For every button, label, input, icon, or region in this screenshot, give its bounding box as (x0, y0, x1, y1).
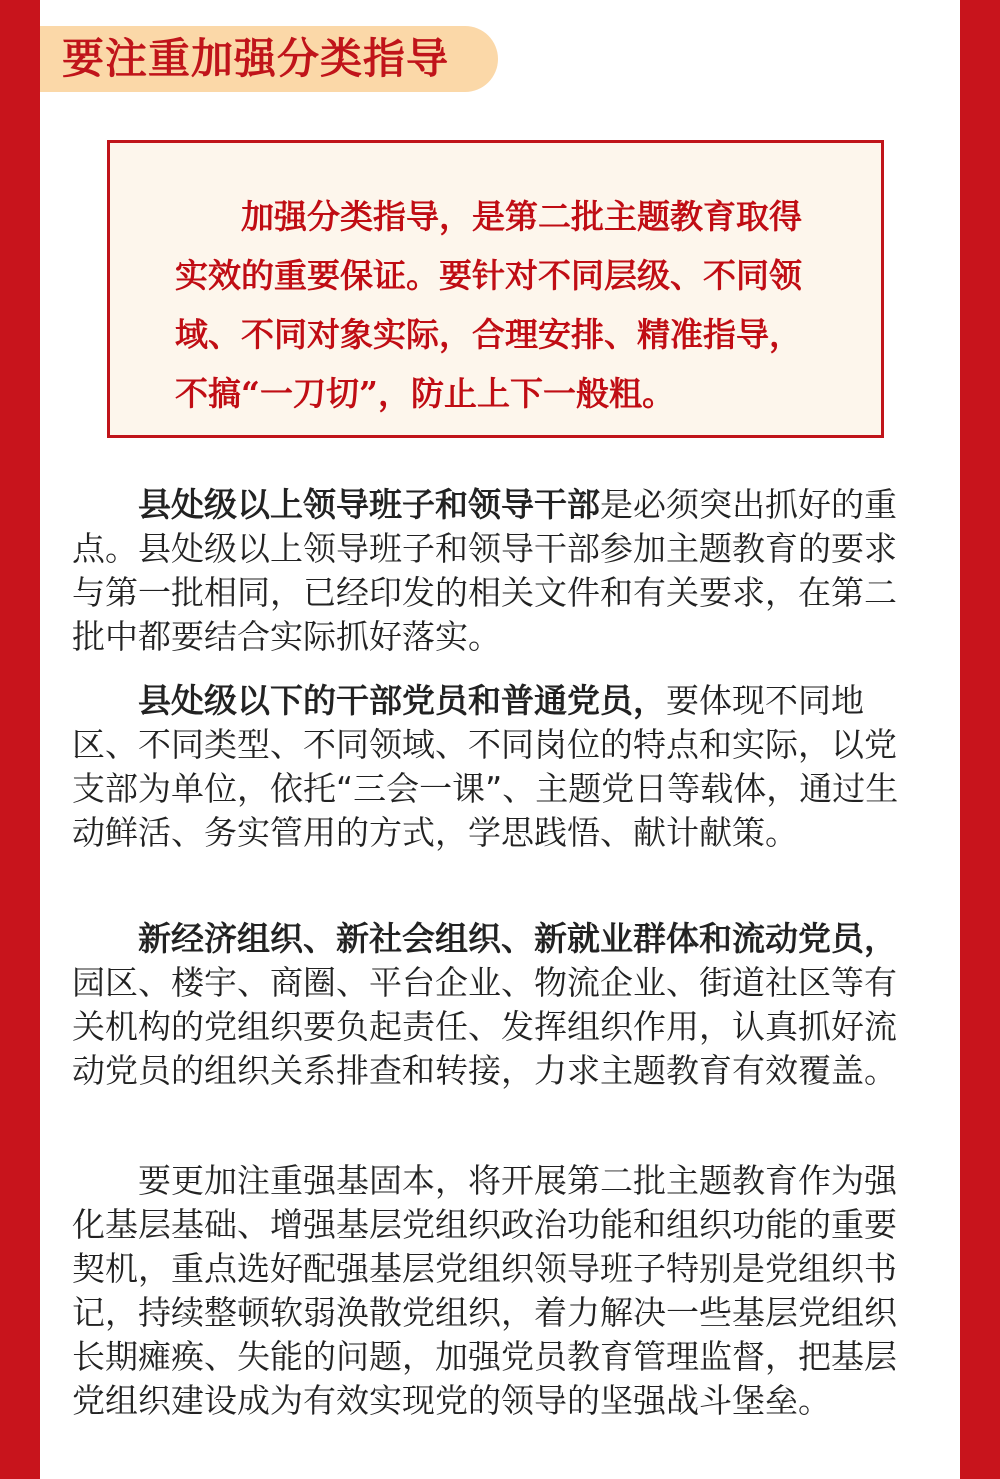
quote-text: 加强分类指导，是第二批主题教育取得实效的重要保证。要针对不同层级、不同领域、不同对象实际，合理安排、精准指导，不搞“一刀切”，防止上下一般粗。 (175, 197, 802, 413)
right-red-border (960, 0, 1000, 1479)
section-title: 要注重加强分类指导 (62, 34, 450, 83)
paragraph-2-body: 要体现不同地区、不同类型、不同领域、不同岗位的特点和实际，以党支部为单位，依托“三会一课”、主题党日等载体，通过生动鲜活、务实管用的方式，学思践悟、献计献策。 (72, 681, 899, 852)
paragraph-2-lead: 县处级以下的干部党员和普通党员， (138, 681, 666, 720)
paragraph-1 (72, 483, 928, 659)
left-red-border (0, 0, 40, 1479)
paragraph-3-lead: 新经济组织、新社会组织、新就业群体和流动党员， (138, 919, 897, 958)
paragraph-1-lead: 县处级以上领导班子和领导干部 (138, 485, 600, 524)
paragraph-3 (72, 917, 928, 1093)
paragraph-4 (72, 1159, 928, 1423)
paragraph-2 (72, 679, 928, 855)
paragraph-3-body: 园区、楼宇、商圈、平台企业、物流企业、街道社区等有关机构的党组织要负起责任、发挥组织作用，认真抓好流动党员的组织关系排查和转接，力求主题教育有效覆盖。 (72, 963, 897, 1090)
paragraph-4-body: 要更加注重强基固本，将开展第二批主题教育作为强化基层基础、增强基层党组织政治功能和组织功能的重要契机，重点选好配强基层党组织领导班子特别是党组织书记，持续整顿软弱涣散党组织，着力解决一些基层党组织长期瘫痪、失能的问题，加强党员教育管理监督，把基层党组织建设成为有效实现党的领导的坚强战斗堡垒。 (72, 1161, 897, 1420)
paragraph-1-body: 是必须突出抓好的重点。县处级以上领导班子和领导干部参加主题教育的要求与第一批相同，已经印发的相关文件和有关要求，在第二批中都要结合实际抓好落实。 (72, 485, 897, 656)
highlight-quote-box (107, 140, 884, 438)
